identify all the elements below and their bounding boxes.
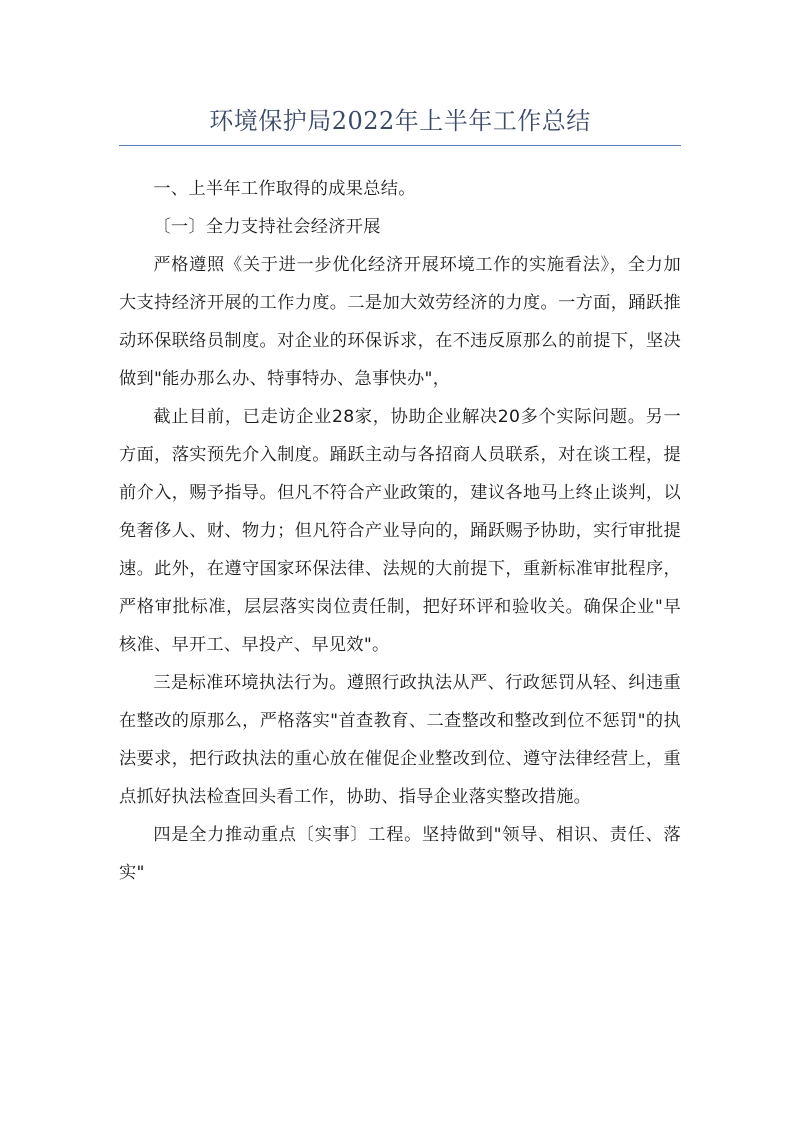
body-paragraph: 四是全力推动重点〔实事〕工程。坚持做到"领导、相识、责任、落实"	[119, 825, 681, 883]
title-divider	[119, 145, 681, 146]
section-heading: 一、上半年工作取得的成果总结。	[153, 179, 416, 199]
document-body	[119, 170, 681, 892]
body-paragraph: 三是标准环境执法行为。遵照行政执法从严、行政惩罚从轻、纠违重在整改的原那么，严格落实"首查教育、二查整改和整改到位不惩罚"的执法要求，把行政执法的重心放在催促企业整改到位、遵守法律经营上，重点抓好执法检查回头看工作，协助、指导企业落实整改措施。	[119, 673, 681, 807]
subsection-heading: 〔一〕全力支持社会经济开展	[153, 217, 381, 237]
body-paragraph: 截止目前，已走访企业28家，协助企业解决20多个实际问题。另一方面，落实预先介入制度。踊跃主动与各招商人员联系，对在谈工程，提前介入，赐予指导。但凡不符合产业政策的，建议各地马上终止谈判，以免奢侈人、财、物力；但凡符合产业导向的，踊跃赐予协助，实行审批提速。此外，在遵守国家环保法律、法规的大前提下，重新标准审批程序，严格审批标准，层层落实岗位责任制，把好环评和验收关。确保企业"早核准、早开工、早投产、早见效"。	[119, 407, 681, 655]
body-paragraph: 严格遵照《关于进一步优化经济开展环境工作的实施看法》，全力加大支持经济开展的工作力度。二是加大效劳经济的力度。一方面，踊跃推动环保联络员制度。对企业的环保诉求，在不违反原那么的前提下，坚决做到"能办那么办、特事特办、急事快办"，	[119, 255, 681, 389]
document-title: 环境保护局2022年上半年工作总结	[209, 107, 591, 135]
